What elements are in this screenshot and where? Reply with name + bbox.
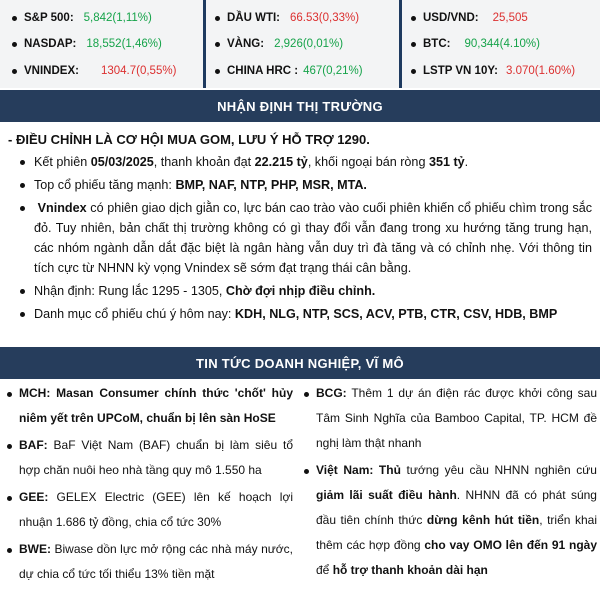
- commentary-text: có phiên giao dịch giằn co, lực bán cao trào vào cuối phiên khiến cổ phiếu chìm trong sắc đỏ. Tuy nhiên, bản chất thị trường không có gì thay đổi vẫn đang trong xu hướng tăng trung hạn, các nhóm ngành dẫn dắt đặc biệt là ngân hàng vẫn duy trì đà tăng và có chỉnh nhẹ. Với thông tin tích cực từ NHNN kỳ vọng Vnindex sẽ sớm đạt trạng thái cân bằng.: [34, 201, 592, 275]
- commentary-lead: Vnindex: [37, 201, 87, 215]
- news-item-emphasis: cho vay OMO lên đến 91 ngày: [424, 538, 597, 552]
- news-item-ticker: GEE:: [19, 490, 49, 504]
- news-item: [300, 458, 597, 583]
- ticker-label: VNINDEX:: [24, 65, 79, 77]
- news-item-text: để: [316, 563, 333, 577]
- assessment-emphasis: Chờ đợi nhịp điều chỉnh.: [225, 284, 376, 298]
- ticker-value: 2,926(0,01%): [274, 38, 344, 50]
- ticker-label: S&P 500:: [24, 12, 74, 24]
- ticker-row-vnindex: [0, 61, 196, 81]
- bullet-icon: [12, 69, 17, 74]
- watchlist: [18, 304, 592, 324]
- news-item-emphasis: giảm lãi suất điều hành: [316, 488, 457, 502]
- ticker-column-commodities: [203, 0, 393, 88]
- bullet-icon: [411, 69, 416, 74]
- session-text: , khối ngoại bán ròng: [307, 155, 429, 169]
- news-item-ticker: BWE:: [19, 542, 51, 556]
- market-commentary: [18, 198, 592, 278]
- market-ticker: [0, 0, 600, 88]
- session-liquidity: 22.215 tỷ: [254, 155, 308, 169]
- news-item-ticker: Việt Nam: Thủ: [316, 463, 401, 477]
- outlook-list: [8, 152, 592, 324]
- news-column-right: [300, 381, 597, 585]
- ticker-row-nasdaq: [0, 34, 196, 54]
- news-item-ticker: BAF:: [19, 438, 48, 452]
- news-item: [3, 433, 293, 483]
- news-section: [0, 381, 600, 600]
- ticker-row-btc: [402, 34, 600, 54]
- news-item-text: Thêm 1 dự án điện rác được khởi công sau Tâm Sinh Nghĩa của Bamboo Capital, TP. HCM đề nghị làm thật nhanh: [316, 386, 597, 450]
- ticker-label: DẦU WTI:: [227, 12, 281, 24]
- ticker-value: 66.53(0,33%): [290, 12, 360, 24]
- watchlist-label: Danh mục cổ phiếu chú ý hôm nay:: [34, 307, 235, 321]
- market-outlook-section: [0, 124, 600, 345]
- session-text: , thanh khoản đạt: [153, 155, 255, 169]
- session-foreign-net: 351 tỷ: [428, 155, 465, 169]
- news-item-text: , triển khai thêm các hợp đồng: [316, 513, 597, 552]
- news-item: [3, 485, 293, 535]
- market-outlook-header: NHẬN ĐỊNH THỊ TRƯỜNG: [0, 90, 600, 122]
- ticker-label: VÀNG:: [227, 38, 265, 50]
- top-gainers-label: Top cổ phiếu tăng mạnh:: [34, 178, 176, 192]
- news-item: [3, 381, 293, 431]
- ticker-label: USD/VND:: [423, 12, 479, 24]
- session-summary: [18, 152, 592, 172]
- ticker-label: CHINA HRC :: [227, 65, 299, 77]
- news-header: TIN TỨC DOANH NGHIỆP, VĨ MÔ: [0, 347, 600, 379]
- session-text: .: [464, 155, 469, 169]
- session-text: Kết phiên: [34, 155, 91, 169]
- bullet-icon: [215, 69, 220, 74]
- news-item-text: BaF Việt Nam (BAF) chuẩn bị làm siêu tổ hợp chăn nuôi heo nhà tầng quy mô 1.550 ha: [19, 438, 293, 477]
- session-date: 05/03/2025: [90, 155, 154, 169]
- ticker-label: BTC:: [423, 38, 451, 50]
- ticker-label: LSTP VN 10Y:: [423, 65, 498, 77]
- ticker-row-usdvnd: [402, 8, 600, 28]
- news-column-left: [3, 381, 293, 589]
- ticker-row-wti: [206, 8, 393, 28]
- news-item-ticker: BCG:: [316, 386, 347, 400]
- news-item-text: tướng yêu cầu NHNN nghiên cứu: [400, 463, 597, 477]
- assessment-label: Nhận định: Rung lắc 1295 - 1305,: [34, 284, 226, 298]
- market-assessment: [18, 281, 592, 301]
- ticker-column-fx-crypto: [399, 0, 600, 88]
- ticker-value: 25,505: [492, 12, 528, 24]
- ticker-row-gold: [206, 34, 393, 54]
- ticker-value: 90,344(4.10%): [464, 38, 540, 50]
- bullet-icon: [215, 16, 220, 21]
- news-item-title: MCH: Masan Consumer chính thức 'chốt' hủy niêm yết trên UPCoM, chuẩn bị lên sàn HoSE: [19, 386, 293, 425]
- outlook-headline: - ĐIỀU CHỈNH LÀ CƠ HỘI MUA GOM, LƯU Ý HỖ TRỢ 1290.: [8, 132, 370, 147]
- news-item-text: GELEX Electric (GEE) lên kế hoạch lợi nhuận 1.686 tỷ đồng, chia cổ tức 30%: [19, 490, 293, 529]
- news-item: [3, 537, 293, 587]
- news-item-emphasis: dừng kênh hút tiền: [426, 513, 540, 527]
- top-gainers: [18, 175, 592, 195]
- bullet-icon: [411, 16, 416, 21]
- ticker-row-china-hrc: [206, 61, 393, 81]
- watchlist-tickers: KDH, NLG, NTP, SCS, ACV, PTB, CTR, CSV, HDB, BMP: [234, 307, 558, 321]
- news-item-text: . NHNN đã có phát súng đầu tiên chính thức: [316, 488, 597, 527]
- bullet-icon: [12, 42, 17, 47]
- ticker-label: NASDAP:: [24, 38, 77, 50]
- news-item: [300, 381, 597, 456]
- bullet-icon: [411, 42, 416, 47]
- bullet-icon: [215, 42, 220, 47]
- ticker-column-indices: [0, 0, 196, 88]
- bullet-icon: [12, 16, 17, 21]
- ticker-row-sp500: [0, 8, 196, 28]
- news-item-text: Biwase dồn lực mở rộng các nhà máy nước, dự chia cổ tức tối thiểu 13% tiền mặt: [19, 542, 293, 581]
- ticker-value: 1304.7(0,55%): [100, 65, 177, 77]
- ticker-value: 467(0,21%): [303, 65, 363, 77]
- ticker-value: 5,842(1,11%): [83, 12, 152, 24]
- ticker-value: 18,552(1,46%): [86, 38, 162, 50]
- ticker-row-bond-10y: [402, 61, 600, 81]
- ticker-value: 3.070(1.60%): [506, 65, 576, 77]
- news-item-emphasis: hỗ trợ thanh khoản dài hạn: [332, 563, 488, 577]
- top-gainers-list: BMP, NAF, NTP, PHP, MSR, MTA.: [175, 178, 367, 192]
